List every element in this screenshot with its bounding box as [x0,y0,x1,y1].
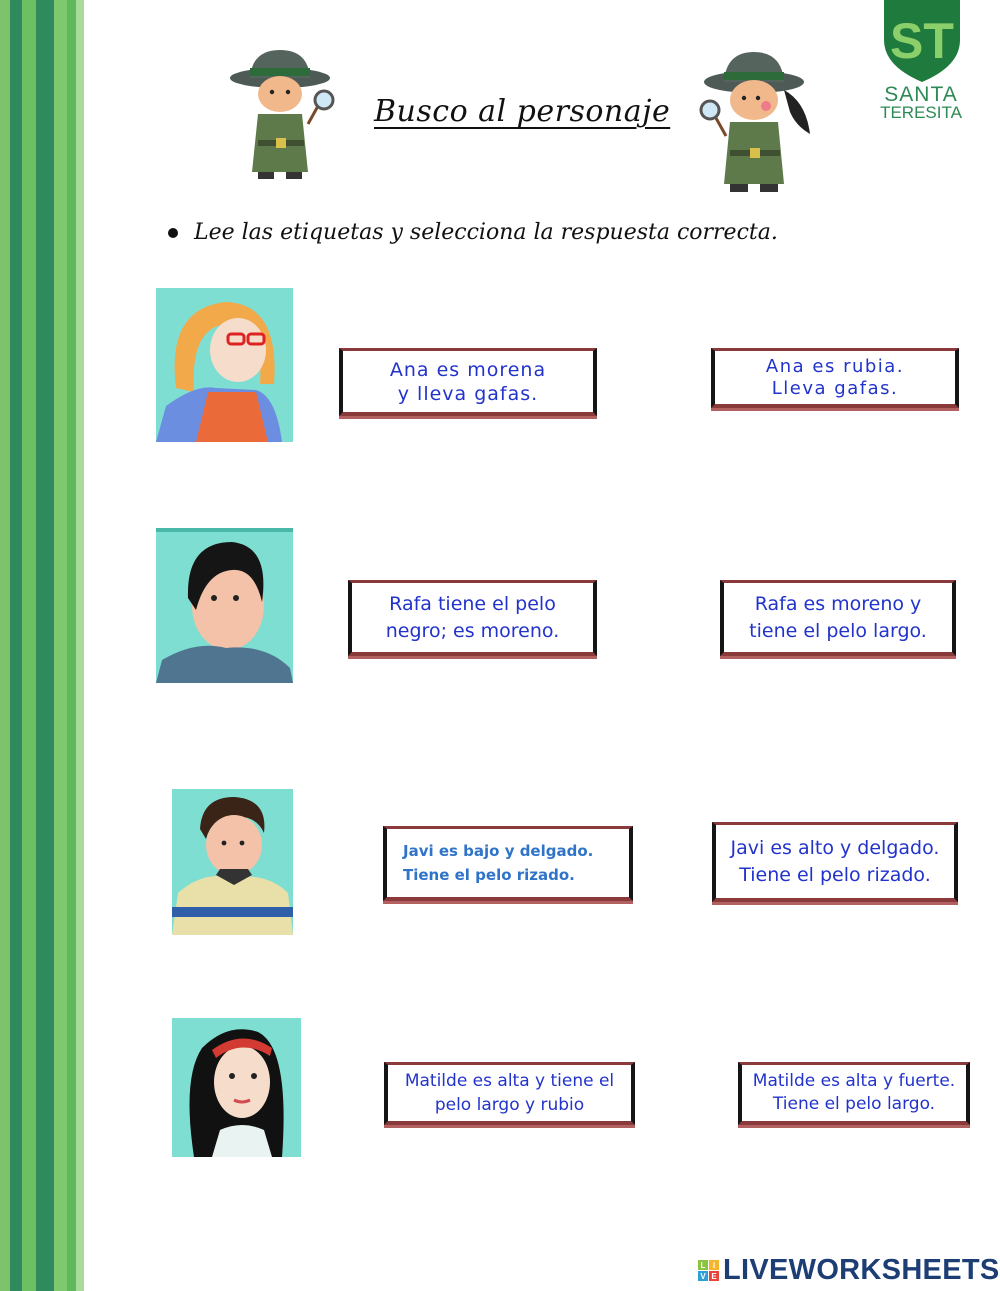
option-text: pelo largo y rubio [434,1095,585,1115]
option-text: Lleva gafas. [771,377,899,399]
stripe [10,0,22,1291]
school-name-line2: TERESITA [880,103,962,122]
detective-boy-icon [228,44,338,184]
stripe [22,0,36,1291]
school-name [880,83,962,122]
option-text: Ana es morena [389,358,547,381]
portrait-ana [156,288,293,442]
portrait-javi [172,789,293,935]
portrait-matilde [172,1018,301,1157]
svg-text:ST: ST [890,13,954,69]
option-text: Rafa es moreno y [754,592,922,615]
option-text: y lleva gafas. [397,382,539,405]
option-text: Javi es alto y delgado. [730,836,940,859]
instruction [168,220,778,245]
option-card[interactable] [383,826,633,901]
liveworksheets-logo [698,1254,1000,1287]
option-card[interactable] [348,580,597,656]
option-text: tiene el pelo largo. [749,619,927,642]
option-text: negro; es moreno. [385,619,560,642]
option-text: Tiene el pelo rizado. [739,863,931,886]
option-text: Rafa tiene el pelo [389,592,556,615]
block-letter: L [698,1260,708,1270]
block-letter: I [709,1260,719,1270]
block-letter: E [709,1271,719,1281]
stripe [76,0,84,1291]
option-text: Tiene el pelo rizado. [403,866,575,884]
detective-girl-icon [698,46,818,198]
portrait-rafa [156,528,293,683]
option-card[interactable] [711,348,959,408]
option-text: Ana es rubia. [765,355,905,377]
page-title: Busco al personaje [374,94,671,129]
live-blocks-icon [698,1260,719,1281]
stripe [54,0,67,1291]
option-card[interactable] [384,1062,635,1125]
option-card[interactable] [712,822,958,902]
brand-text: LIVEWORKSHEETS [723,1254,1000,1286]
school-name-line1: SANTA [884,83,958,106]
option-card[interactable] [339,348,597,416]
option-card[interactable] [720,580,956,656]
bullet-icon [168,228,178,238]
option-text: Tiene el pelo largo. [772,1094,936,1114]
instruction-text: Lee las etiquetas y selecciona la respuesta correcta. [194,220,778,245]
option-card[interactable] [738,1062,970,1125]
stripe [0,0,10,1291]
option-text: Matilde es alta y fuerte. [752,1071,956,1091]
option-text: Javi es bajo y delgado. [403,842,594,860]
block-letter: V [698,1271,708,1281]
decorative-stripes [0,0,84,1291]
stripe [36,0,54,1291]
option-text: Matilde es alta y tiene el [404,1071,615,1091]
stripe [67,0,76,1291]
